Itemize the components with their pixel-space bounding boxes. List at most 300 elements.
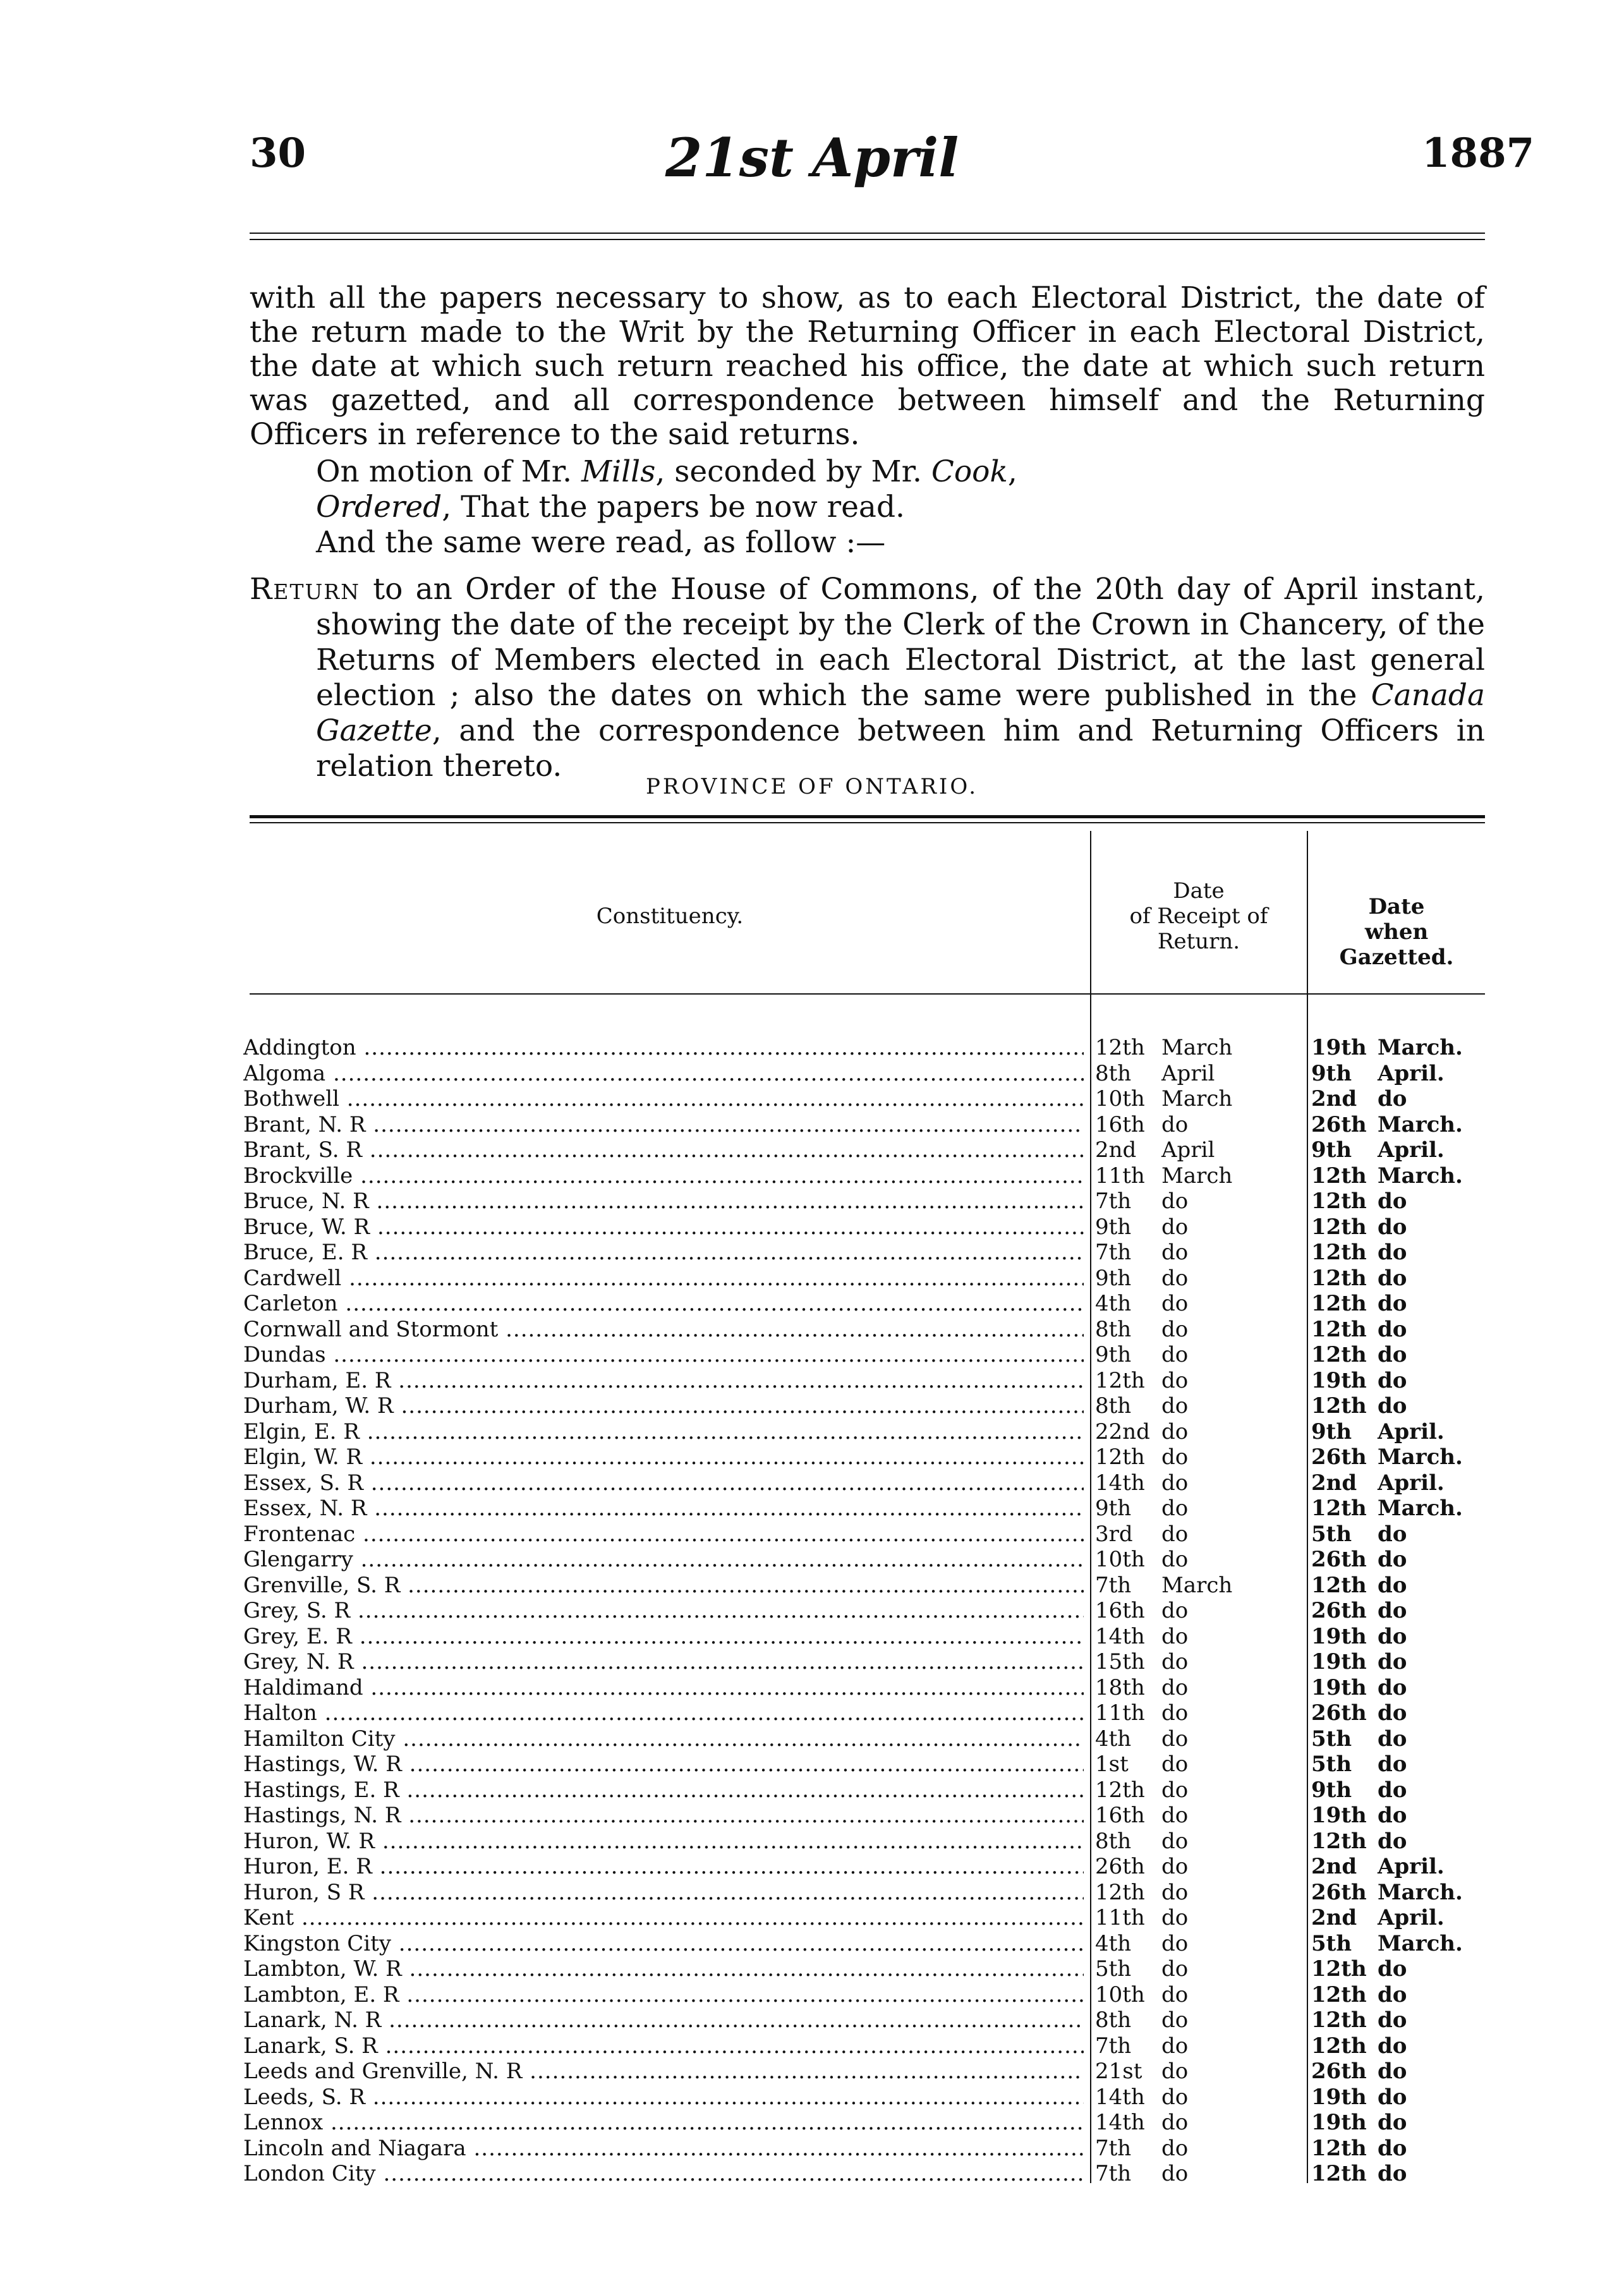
- receipt-date-cell: [1095, 1931, 1304, 1956]
- constituency-cell: [243, 1700, 1084, 1726]
- constituency-cell: [243, 1854, 1084, 1879]
- constituency-name: Kent .....: [243, 1905, 1084, 1930]
- receipt-date-cell: [1095, 1598, 1304, 1623]
- gazetted-day: 19th: [1311, 1803, 1367, 1828]
- gazetted-day: 12th: [1311, 2135, 1367, 2161]
- receipt-month: do: [1161, 2033, 1189, 2059]
- receipt-date-cell: [1095, 1061, 1304, 1086]
- receipt-date-cell: [1095, 2007, 1304, 2033]
- gazetted-day: 12th: [1311, 2007, 1367, 2033]
- gazetted-day: 12th: [1311, 1342, 1367, 1367]
- gazetted-month: do: [1378, 1572, 1407, 1598]
- gazetted-month: April.: [1378, 1419, 1445, 1444]
- gazetted-month: do: [1378, 1086, 1407, 1111]
- constituency-table-body: [243, 1035, 1488, 2187]
- table-row: [243, 1163, 1488, 1189]
- constituency-name: Glengarry .....: [243, 1547, 1084, 1572]
- gazetted-month: do: [1378, 2084, 1407, 2110]
- receipt-day: 16th: [1095, 1598, 1145, 1623]
- gazetted-date-cell: [1311, 1829, 1488, 1854]
- receipt-month: do: [1161, 1930, 1189, 1956]
- constituency-cell: [243, 1496, 1084, 1521]
- receipt-month: do: [1161, 1956, 1189, 1982]
- receipt-date-cell: [1095, 1342, 1304, 1367]
- receipt-day: 14th: [1095, 1623, 1145, 1649]
- gazetted-day: 12th: [1311, 1240, 1367, 1265]
- constituency-cell: [243, 1598, 1084, 1623]
- receipt-date-cell: [1095, 1214, 1304, 1240]
- receipt-month: do: [1161, 1316, 1189, 1342]
- gazetted-date-cell: [1311, 1931, 1488, 1956]
- receipt-day: 12th: [1095, 1777, 1145, 1803]
- constituency-name: Grey, E. R .....: [243, 1624, 1084, 1649]
- table-row: [243, 1189, 1488, 1214]
- gazetted-month: do: [1378, 1291, 1407, 1316]
- receipt-date-cell: [1095, 1496, 1304, 1521]
- receipt-date-cell: [1095, 1854, 1304, 1879]
- receipt-date-cell: [1095, 1956, 1304, 1982]
- gazetted-date-cell: [1311, 2033, 1488, 2059]
- receipt-month: March: [1161, 1163, 1233, 1189]
- gazetted-month: do: [1378, 1803, 1407, 1828]
- receipt-day: 21st: [1095, 2059, 1142, 2084]
- constituency-cell: [243, 1624, 1084, 1649]
- constituency-cell: [243, 1266, 1084, 1291]
- receipt-day: 14th: [1095, 1470, 1145, 1496]
- gazetted-date-cell: [1311, 1777, 1488, 1803]
- column-header-constituency: Constituency.: [596, 904, 744, 929]
- gazetted-day: 19th: [1311, 2084, 1367, 2110]
- constituency-cell: [243, 1777, 1084, 1803]
- table-row: [243, 1547, 1488, 1573]
- receipt-day: 10th: [1095, 1547, 1145, 1572]
- constituency-cell: [243, 1444, 1084, 1470]
- table-row: [243, 1393, 1488, 1419]
- constituency-cell: [243, 1086, 1084, 1111]
- receipt-day: 22nd: [1095, 1419, 1150, 1444]
- receipt-date-cell: [1095, 1649, 1304, 1674]
- receipt-date-cell: [1095, 1240, 1304, 1265]
- receipt-month: do: [1161, 1444, 1189, 1470]
- constituency-name: London City .....: [243, 2161, 1084, 2186]
- constituency-name: Essex, N. R .....: [243, 1496, 1084, 1521]
- receipt-date-cell: [1095, 1163, 1304, 1189]
- gazetted-day: 26th: [1311, 1598, 1367, 1623]
- constituency-cell: [243, 1317, 1084, 1342]
- gazetted-day: 12th: [1311, 1982, 1367, 2007]
- page-year: 1887: [1422, 130, 1535, 177]
- gazetted-month: do: [1378, 1623, 1407, 1649]
- constituency-cell: [243, 1956, 1084, 1982]
- gazetted-day: 12th: [1311, 1291, 1367, 1316]
- table-row: [243, 1496, 1488, 1522]
- table-row: [243, 1624, 1488, 1650]
- receipt-date-cell: [1095, 2033, 1304, 2059]
- province-heading: PROVINCE OF ONTARIO.: [645, 774, 979, 799]
- receipt-day: 7th: [1095, 1189, 1132, 1214]
- table-row: [243, 1342, 1488, 1368]
- gazetted-date-cell: [1311, 1163, 1488, 1189]
- table-row: [243, 1112, 1488, 1138]
- constituency-name: Cornwall and Stormont .....: [243, 1317, 1084, 1342]
- constituency-name: Lambton, W. R .....: [243, 1956, 1084, 1982]
- receipt-date-cell: [1095, 1266, 1304, 1291]
- gazetted-month: March.: [1378, 1496, 1463, 1521]
- constituency-cell: [243, 1931, 1084, 1956]
- receipt-day: 12th: [1095, 1879, 1145, 1905]
- constituency-cell: [243, 1752, 1084, 1777]
- receipt-month: do: [1161, 1470, 1189, 1496]
- gazetted-day: 9th: [1311, 1060, 1352, 1086]
- table-row: [243, 1752, 1488, 1777]
- gazetted-date-cell: [1311, 1905, 1488, 1930]
- gazetted-date-cell: [1311, 1214, 1488, 1240]
- table-row: [243, 1573, 1488, 1599]
- header-rule-second: [250, 239, 1485, 240]
- constituency-cell: [243, 1829, 1084, 1854]
- constituency-name: Durham, W. R .....: [243, 1393, 1084, 1419]
- gazetted-month: do: [1378, 2110, 1407, 2135]
- gazetted-month: do: [1378, 1547, 1407, 1572]
- receipt-date-cell: [1095, 1675, 1304, 1700]
- constituency-name: Bruce, N. R .....: [243, 1189, 1084, 1214]
- receipt-day: 12th: [1095, 1035, 1145, 1060]
- receipt-day: 10th: [1095, 1086, 1145, 1111]
- table-row: [243, 1522, 1488, 1547]
- constituency-name: Dundas .....: [243, 1342, 1084, 1367]
- receipt-day: 11th: [1095, 1163, 1145, 1189]
- receipt-day: 9th: [1095, 1496, 1132, 1521]
- receipt-month: do: [1161, 2059, 1189, 2084]
- gazetted-date-cell: [1311, 1956, 1488, 1982]
- receipt-date-cell: [1095, 1393, 1304, 1419]
- constituency-cell: [243, 1061, 1084, 1086]
- gazetted-month: do: [1378, 1521, 1407, 1547]
- return-body-2: , and the correspondence between him and Returning Officers in relation thereto.: [316, 713, 1485, 784]
- receipt-day: 7th: [1095, 1240, 1132, 1265]
- receipt-date-cell: [1095, 1368, 1304, 1393]
- gazetted-month: April.: [1378, 1905, 1445, 1930]
- constituency-name: Hamilton City .....: [243, 1726, 1084, 1752]
- constituency-cell: [243, 1726, 1084, 1752]
- table-row: [243, 2161, 1488, 2187]
- receipt-day: 8th: [1095, 1828, 1132, 1854]
- ordered-word: Ordered: [316, 490, 442, 524]
- gazetted-day: 2nd: [1311, 1905, 1357, 1930]
- table-row: [243, 1982, 1488, 2008]
- table-row: [243, 1854, 1488, 1880]
- gazetted-month: do: [1378, 2007, 1407, 2033]
- receipt-month: do: [1161, 1265, 1189, 1291]
- receipt-date-cell: [1095, 1419, 1304, 1444]
- receipt-day: 4th: [1095, 1726, 1132, 1752]
- constituency-cell: [243, 1982, 1084, 2007]
- motion-seconder: Cook: [931, 454, 1008, 489]
- gazetted-month: do: [1378, 1982, 1407, 2007]
- gazetted-date-cell: [1311, 1266, 1488, 1291]
- gazetted-date-cell: [1311, 1803, 1488, 1828]
- constituency-cell: [243, 2007, 1084, 2033]
- constituency-name: Huron, W. R .....: [243, 1829, 1084, 1854]
- gazetted-month: do: [1378, 1598, 1407, 1623]
- receipt-day: 10th: [1095, 1982, 1145, 2007]
- table-row: [243, 1598, 1488, 1624]
- receipt-month: do: [1161, 1623, 1189, 1649]
- receipt-date-cell: [1095, 1752, 1304, 1777]
- receipt-month: do: [1161, 1777, 1189, 1803]
- return-body-1: to an Order of the House of Commons, of the 20th day of April instant, showing the date of the receipt by the Clerk of the Crown in Chancery, of the Returns of Members elected in each Electoral District, at the last general election ; also the dates on which the same were published in the: [316, 572, 1485, 713]
- table-row: [243, 1419, 1488, 1445]
- receipt-date-cell: [1095, 1317, 1304, 1342]
- constituency-cell: [243, 2085, 1084, 2110]
- table-row: [243, 2033, 1488, 2059]
- constituency-cell: [243, 1214, 1084, 1240]
- table-row: [243, 1956, 1488, 1982]
- constituency-name: Hastings, N. R .....: [243, 1803, 1084, 1828]
- return-lead: Return: [250, 572, 361, 607]
- receipt-month: do: [1161, 1547, 1189, 1572]
- gazetted-date-cell: [1311, 1573, 1488, 1598]
- constituency-cell: [243, 1419, 1084, 1444]
- constituency-cell: [243, 2136, 1084, 2161]
- receipt-date-cell: [1095, 1470, 1304, 1496]
- table-row: [243, 1317, 1488, 1343]
- gazetted-day: 12th: [1311, 1189, 1367, 1214]
- gazetted-month: March.: [1378, 1035, 1463, 1060]
- gazetted-day: 26th: [1311, 1444, 1367, 1470]
- constituency-name: Brant, N. R .....: [243, 1112, 1084, 1137]
- gazetted-day: 12th: [1311, 1496, 1367, 1521]
- constituency-name: Leeds and Grenville, N. R .....: [243, 2059, 1084, 2084]
- gazetted-date-cell: [1311, 1240, 1488, 1265]
- receipt-month: do: [1161, 1879, 1189, 1905]
- gazetted-month: March.: [1378, 1930, 1463, 1956]
- receipt-header-line-3: Return.: [1157, 929, 1240, 954]
- receipt-month: do: [1161, 1982, 1189, 2007]
- gazetted-date-cell: [1311, 2007, 1488, 2033]
- gazetted-day: 5th: [1311, 1752, 1352, 1777]
- receipt-month: do: [1161, 2161, 1189, 2186]
- page-number: 30: [250, 130, 306, 177]
- receipt-day: 9th: [1095, 1214, 1132, 1240]
- gazetted-date-cell: [1311, 1061, 1488, 1086]
- gazetted-month: April.: [1378, 1470, 1445, 1496]
- constituency-name: Lennox .....: [243, 2110, 1084, 2135]
- gazetted-month: do: [1378, 2135, 1407, 2161]
- gazetted-month: March.: [1378, 1879, 1463, 1905]
- constituency-name: Kingston City .....: [243, 1931, 1084, 1956]
- gazetted-date-cell: [1311, 1035, 1488, 1060]
- constituency-name: Essex, S. R .....: [243, 1470, 1084, 1496]
- gazetted-month: do: [1378, 1214, 1407, 1240]
- constituency-name: Brockville .....: [243, 1163, 1084, 1189]
- table-row: [243, 1880, 1488, 1906]
- receipt-month: March: [1161, 1572, 1233, 1598]
- gazetted-date-cell: [1311, 1598, 1488, 1623]
- ordered-rest: , That the papers be now read.: [442, 490, 905, 524]
- constituency-cell: [243, 1880, 1084, 1905]
- gazetted-day: 19th: [1311, 1674, 1367, 1700]
- gazetted-month: April.: [1378, 1060, 1445, 1086]
- constituency-cell: [243, 2059, 1084, 2084]
- receipt-month: April: [1161, 1137, 1215, 1163]
- table-row: [243, 2007, 1488, 2033]
- receipt-month: do: [1161, 1598, 1189, 1623]
- receipt-day: 8th: [1095, 2007, 1132, 2033]
- gazetted-date-cell: [1311, 2161, 1488, 2186]
- gazetted-day: 9th: [1311, 1137, 1352, 1163]
- receipt-month: do: [1161, 1189, 1189, 1214]
- table-row: [243, 1905, 1488, 1931]
- table-row: [243, 1777, 1488, 1803]
- receipt-date-cell: [1095, 1086, 1304, 1111]
- receipt-date-cell: [1095, 1137, 1304, 1163]
- receipt-date-cell: [1095, 1726, 1304, 1752]
- return-paragraph: [250, 572, 1485, 784]
- gazetted-month: do: [1378, 1316, 1407, 1342]
- table-row: [243, 1035, 1488, 1061]
- constituency-name: Addington .....: [243, 1035, 1084, 1060]
- receipt-day: 9th: [1095, 1342, 1132, 1367]
- gazetted-month: do: [1378, 1956, 1407, 1982]
- gazetted-day: 19th: [1311, 2110, 1367, 2135]
- gazetted-month: do: [1378, 1752, 1407, 1777]
- receipt-month: do: [1161, 1291, 1189, 1316]
- gazetted-day: 12th: [1311, 2161, 1367, 2186]
- gazetted-day: 9th: [1311, 1777, 1352, 1803]
- receipt-month: do: [1161, 2110, 1189, 2135]
- gazetted-month: do: [1378, 1649, 1407, 1674]
- constituency-cell: [243, 2110, 1084, 2135]
- page-date-heading: 21st April: [665, 126, 959, 189]
- gazetted-day: 9th: [1311, 1419, 1352, 1444]
- gazetted-day: 12th: [1311, 1572, 1367, 1598]
- gazetted-month: do: [1378, 1726, 1407, 1752]
- receipt-day: 2nd: [1095, 1137, 1137, 1163]
- receipt-month: do: [1161, 1419, 1189, 1444]
- constituency-name: Carleton .....: [243, 1291, 1084, 1316]
- receipt-month: do: [1161, 1342, 1189, 1367]
- table-row: [243, 2136, 1488, 2162]
- receipt-day: 7th: [1095, 1572, 1132, 1598]
- receipt-date-cell: [1095, 1905, 1304, 1930]
- receipt-month: do: [1161, 1496, 1189, 1521]
- gazetted-day: 26th: [1311, 1879, 1367, 1905]
- receipt-day: 12th: [1095, 1367, 1145, 1393]
- table-row: [243, 1368, 1488, 1394]
- receipt-month: do: [1161, 1521, 1189, 1547]
- gazetted-date-cell: [1311, 1752, 1488, 1777]
- gazetted-date-cell: [1311, 1393, 1488, 1419]
- gazetted-day: 12th: [1311, 1163, 1367, 1189]
- constituency-cell: [243, 1189, 1084, 1214]
- receipt-day: 5th: [1095, 1956, 1132, 1982]
- table-row: [243, 1726, 1488, 1752]
- receipt-month: do: [1161, 1240, 1189, 1265]
- constituency-name: Bothwell .....: [243, 1086, 1084, 1111]
- constituency-name: Bruce, E. R .....: [243, 1240, 1084, 1265]
- table-row: [243, 1649, 1488, 1675]
- gazetted-date-cell: [1311, 1470, 1488, 1496]
- receipt-date-cell: [1095, 1189, 1304, 1214]
- receipt-date-cell: [1095, 1777, 1304, 1803]
- receipt-day: 4th: [1095, 1930, 1132, 1956]
- motion-suffix: ,: [1007, 454, 1017, 489]
- gazetted-date-cell: [1311, 2085, 1488, 2110]
- table-top-rule: [250, 815, 1485, 818]
- gazetted-month: March.: [1378, 1444, 1463, 1470]
- gazetted-day: 19th: [1311, 1623, 1367, 1649]
- receipt-date-cell: [1095, 1291, 1304, 1316]
- gazetted-day: 12th: [1311, 1828, 1367, 1854]
- receipt-day: 15th: [1095, 1649, 1145, 1674]
- gazetted-date-cell: [1311, 1649, 1488, 1674]
- gazetted-date-cell: [1311, 1419, 1488, 1444]
- table-row: [243, 1675, 1488, 1701]
- constituency-cell: [243, 1291, 1084, 1316]
- receipt-month: do: [1161, 1854, 1189, 1879]
- gazetted-month: do: [1378, 2033, 1407, 2059]
- constituency-name: Leeds, S. R .....: [243, 2085, 1084, 2110]
- gazetted-header-line-2: when Gazetted.: [1339, 919, 1454, 970]
- motion-mid: , seconded by Mr.: [655, 454, 931, 489]
- constituency-name: Elgin, E. R .....: [243, 1419, 1084, 1444]
- gazetted-date-cell: [1311, 1189, 1488, 1214]
- receipt-date-cell: [1095, 1982, 1304, 2007]
- receipt-day: 8th: [1095, 1393, 1132, 1419]
- constituency-cell: [243, 1675, 1084, 1700]
- gazetted-month: do: [1378, 1240, 1407, 1265]
- intro-paragraph: with all the papers necessary to show, as to each Electoral District, the date of the return made to the Writ by the Returning Officer in each Electoral District, the date at which such return reached his office, the date at which such return was gazetted, and all correspondence between himself and the Returning Officers in reference to the said returns.: [250, 281, 1485, 452]
- gazetted-date-cell: [1311, 2110, 1488, 2135]
- receipt-month: do: [1161, 2007, 1189, 2033]
- receipt-month: do: [1161, 1649, 1189, 1674]
- receipt-day: 8th: [1095, 1060, 1132, 1086]
- gazetted-date-cell: [1311, 1854, 1488, 1879]
- gazetted-day: 12th: [1311, 1316, 1367, 1342]
- receipt-day: 14th: [1095, 2084, 1145, 2110]
- constituency-name: Grey, S. R .....: [243, 1598, 1084, 1623]
- receipt-date-cell: [1095, 2085, 1304, 2110]
- receipt-month: do: [1161, 1726, 1189, 1752]
- table-row: [243, 2085, 1488, 2110]
- gazetted-month: do: [1378, 1189, 1407, 1214]
- constituency-name: Lanark, N. R .....: [243, 2007, 1084, 2033]
- gazetted-date-cell: [1311, 1086, 1488, 1111]
- constituency-cell: [243, 1470, 1084, 1496]
- constituency-name: Halton .....: [243, 1700, 1084, 1726]
- gazetted-day: 12th: [1311, 1265, 1367, 1291]
- gazetted-month: do: [1378, 2059, 1407, 2084]
- gazetted-month: do: [1378, 1828, 1407, 1854]
- constituency-cell: [243, 1137, 1084, 1163]
- table-top-rule-thin: [250, 822, 1485, 823]
- receipt-date-cell: [1095, 1573, 1304, 1598]
- receipt-header-line-2: of Receipt of: [1129, 904, 1268, 929]
- gazetted-day: 19th: [1311, 1035, 1367, 1060]
- gazetted-month: do: [1378, 1393, 1407, 1419]
- receipt-date-cell: [1095, 1035, 1304, 1060]
- table-header-rule: [250, 993, 1485, 995]
- gazetted-day: 5th: [1311, 1930, 1352, 1956]
- gazetted-date-cell: [1311, 1342, 1488, 1367]
- receipt-month: do: [1161, 2135, 1189, 2161]
- table-row: [243, 1214, 1488, 1240]
- gazetted-date-cell: [1311, 1982, 1488, 2007]
- receipt-date-cell: [1095, 1547, 1304, 1572]
- gazetted-day: 5th: [1311, 1521, 1352, 1547]
- gazetted-date-cell: [1311, 2059, 1488, 2084]
